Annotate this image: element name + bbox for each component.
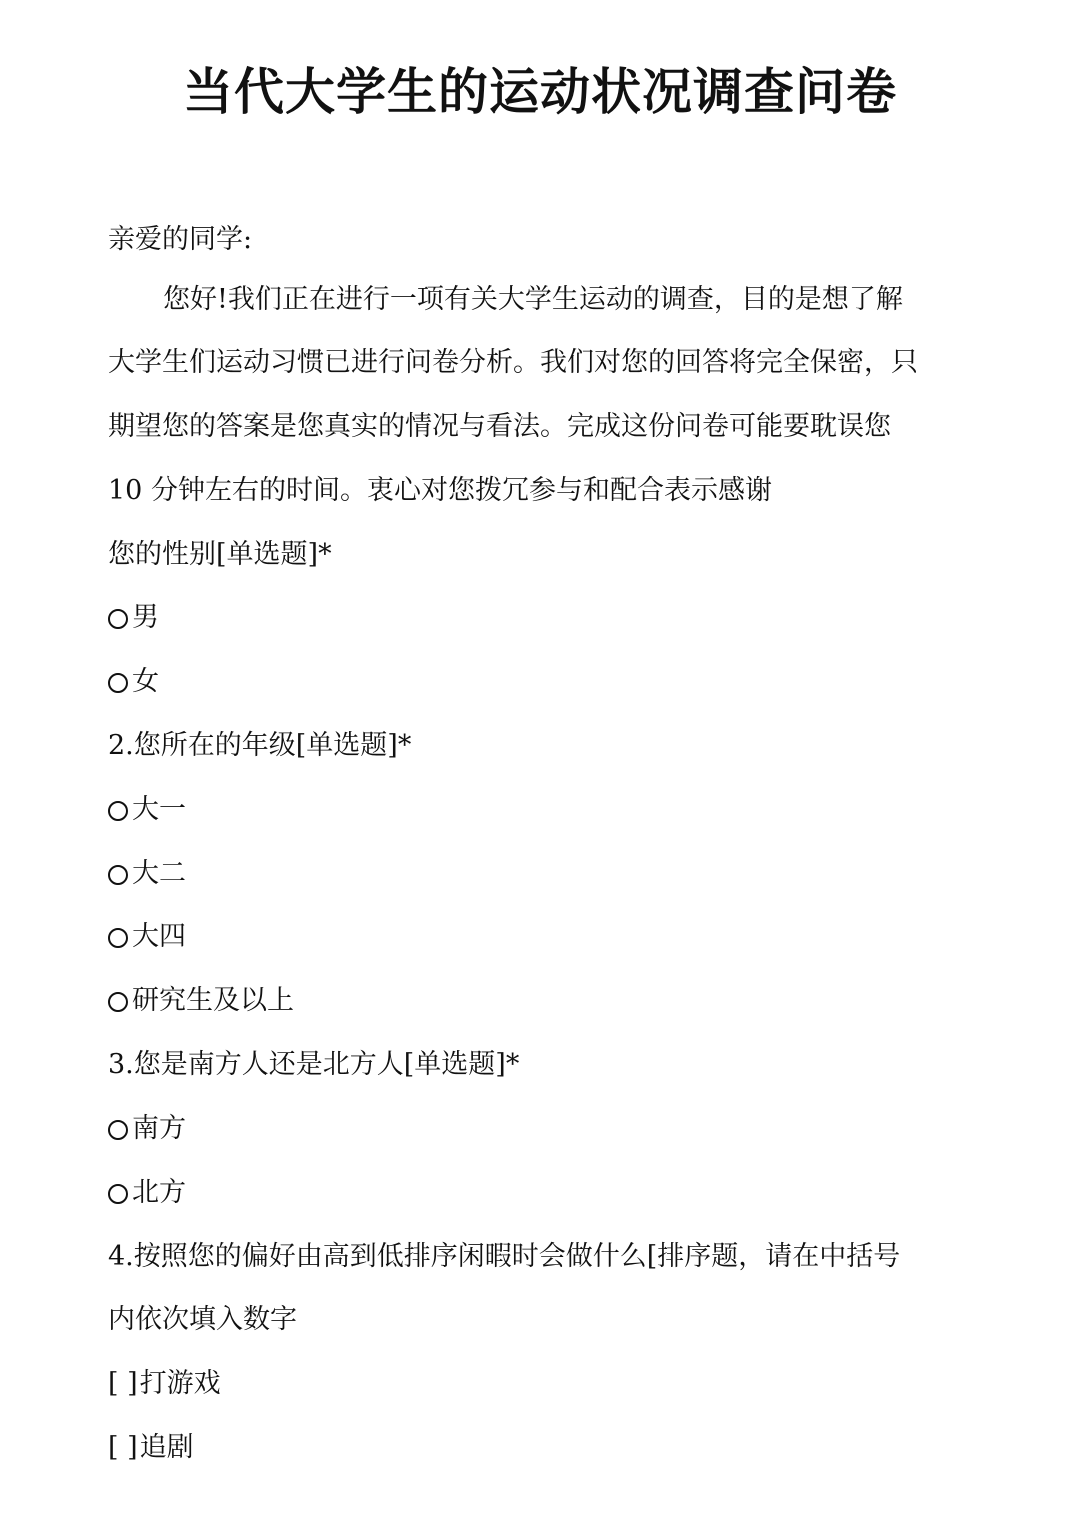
intro-line-4: 10 分钟左右的时间。衷心对您拨冗参与和配合表示感谢 — [108, 475, 772, 506]
question-3-text: 3.您是南方人还是北方人[单选题]* — [108, 1049, 520, 1080]
radio-icon[interactable] — [108, 992, 128, 1012]
option-label: 大二 — [132, 858, 186, 889]
question-1-option-female[interactable] — [108, 662, 159, 702]
question-4-option-dramas[interactable] — [108, 1428, 194, 1468]
question-2-option-graduate[interactable] — [108, 981, 294, 1021]
page-title: 当代大学生的运动状况调查问卷 — [183, 63, 897, 121]
question-3-option-south[interactable] — [108, 1109, 186, 1149]
question-1-option-male[interactable] — [108, 598, 159, 638]
option-label: 女 — [132, 666, 159, 697]
option-label: 北方 — [132, 1177, 186, 1208]
question-4-text-line-1: 4.按照您的偏好由高到低排序闲暇时会做什么[排序题，请在中括号 — [108, 1241, 901, 1272]
rank-input[interactable]: [ ] — [108, 1368, 138, 1399]
radio-icon[interactable] — [108, 865, 128, 885]
radio-icon[interactable] — [108, 609, 128, 629]
option-label: 研究生及以上 — [132, 985, 294, 1016]
option-label: 追剧 — [139, 1432, 194, 1463]
intro-line-3: 期望您的答案是您真实的情况与看法。完成这份问卷可能要耽误您 — [108, 411, 891, 442]
option-label: 大四 — [132, 921, 186, 952]
intro-line-1: 您好!我们正在进行一项有关大学生运动的调查，目的是想了解 — [163, 284, 903, 315]
rank-input[interactable]: [ ] — [108, 1432, 138, 1463]
option-label: 打游戏 — [139, 1368, 221, 1399]
option-label: 男 — [132, 602, 159, 633]
option-label: 大一 — [132, 794, 186, 825]
question-3-option-north[interactable] — [108, 1173, 186, 1213]
radio-icon[interactable] — [108, 1120, 128, 1140]
question-2-option-sophomore[interactable] — [108, 854, 186, 894]
question-4-option-gaming[interactable] — [108, 1364, 221, 1404]
radio-icon[interactable] — [108, 1184, 128, 1204]
radio-icon[interactable] — [108, 673, 128, 693]
greeting: 亲爱的同学: — [108, 224, 253, 255]
question-2-text: 2.您所在的年级[单选题]* — [108, 730, 412, 761]
question-4-text-line-2: 内依次填入数字 — [108, 1304, 297, 1335]
question-1-text: 您的性别[单选题]* — [108, 539, 332, 570]
intro-line-2: 大学生们运动习惯已进行问卷分析。我们对您的回答将完全保密，只 — [108, 347, 918, 378]
radio-icon[interactable] — [108, 928, 128, 948]
radio-icon[interactable] — [108, 801, 128, 821]
option-label: 南方 — [132, 1113, 186, 1144]
question-2-option-senior[interactable] — [108, 917, 186, 957]
question-2-option-freshman[interactable] — [108, 790, 186, 830]
